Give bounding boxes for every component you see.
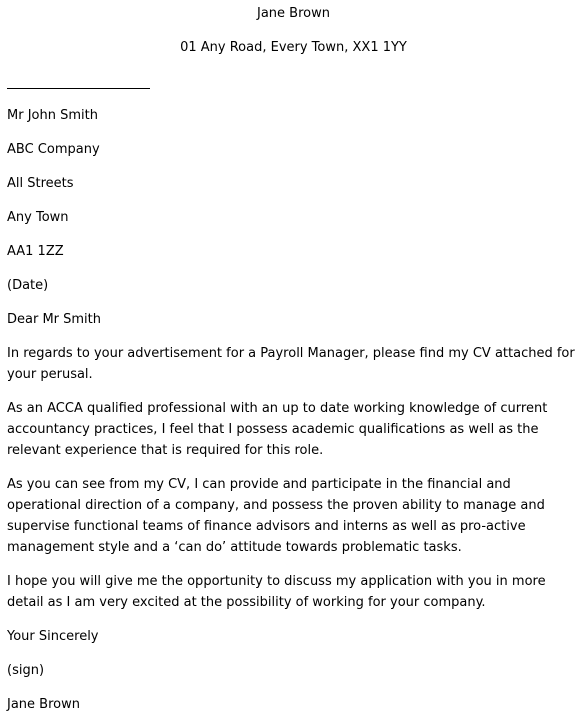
letter-date: (Date) xyxy=(7,278,49,293)
signoff-name: Jane Brown xyxy=(7,697,80,712)
recipient-name: Mr John Smith xyxy=(7,108,98,123)
sender-address: 01 Any Road, Every Town, XX1 1YY xyxy=(180,40,407,55)
closing: Your Sincerely xyxy=(7,629,99,644)
body-paragraph-1: In regards to your advertisement for a Payroll Manager, please find my CV attached for your perusal. xyxy=(7,346,575,382)
salutation: Dear Mr Smith xyxy=(7,312,102,327)
recipient-company: ABC Company xyxy=(7,142,100,157)
sender-name: Jane Brown xyxy=(257,6,330,21)
recipient-street: All Streets xyxy=(7,176,74,191)
body-paragraph-3: As you can see from my CV, I can provide and participate in the financial and operational direction of a company, and possess the proven ability to manage and supervise functional teams of finance advisors and interns as well as pro-active management style and a ‘can do’ attitude towards problematic tasks. xyxy=(7,477,545,555)
recipient-postcode: AA1 1ZZ xyxy=(7,244,64,259)
body-paragraph-2: As an ACCA qualified professional with an up to date working knowledge of current accountancy practices, I feel that I possess academic qualifications as well as the relevant experience that is required for this role. xyxy=(7,401,548,458)
signature-placeholder: (sign) xyxy=(7,663,45,678)
body-paragraph-4: I hope you will give me the opportunity to discuss my application with you in more detail as I am very excited at the possibility of working for your company. xyxy=(7,574,546,610)
divider-line xyxy=(7,88,150,89)
recipient-town: Any Town xyxy=(7,210,69,225)
